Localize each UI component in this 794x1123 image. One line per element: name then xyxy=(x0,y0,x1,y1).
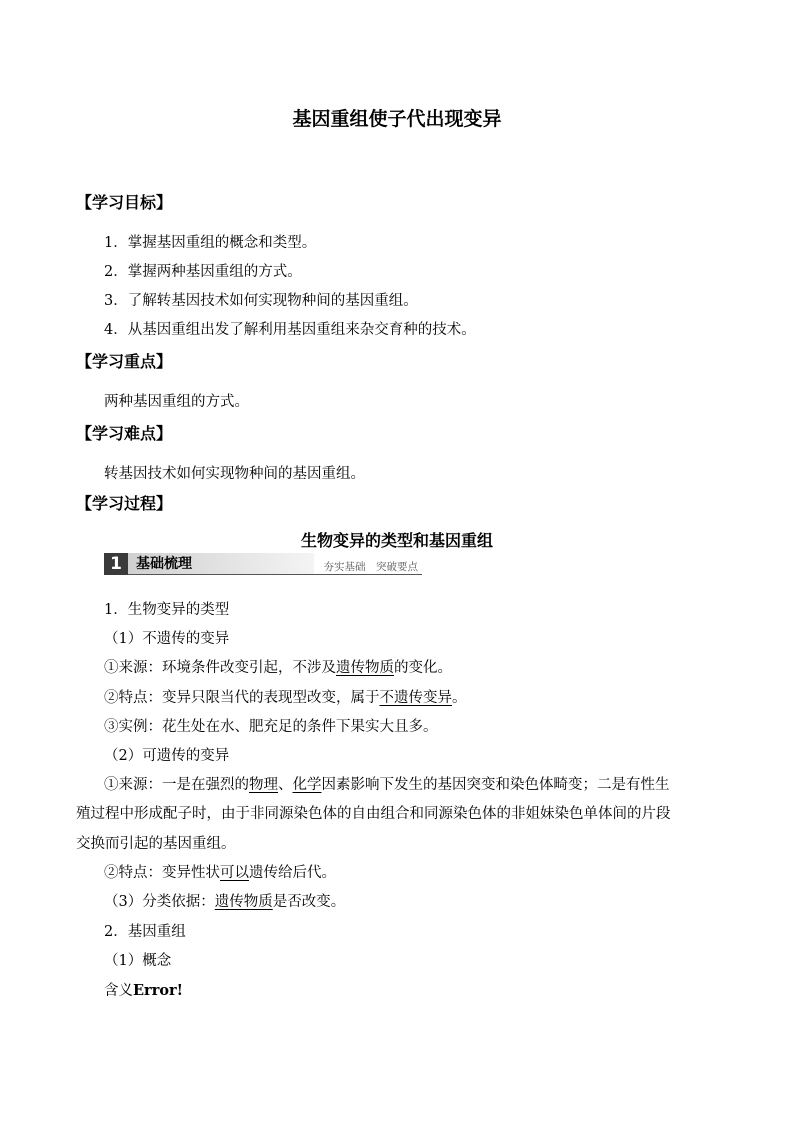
section-badge-number: 1 xyxy=(104,553,128,575)
error-text: Error! xyxy=(133,982,184,999)
body-line-7 xyxy=(104,773,670,794)
body-line-13: （1）概念 xyxy=(104,953,172,969)
underlined-term: 遗传物质 xyxy=(336,660,394,676)
underlined-term: 物理 xyxy=(249,777,278,793)
body-line-14-text: 含义 xyxy=(104,983,133,999)
body-line-7-text: 因素影响下发生的基因突变和染色体畸变；二是有性生 xyxy=(321,777,670,793)
body-line-10-text: ②特点：变异性状 xyxy=(104,865,220,881)
body-line-4 xyxy=(104,686,467,707)
body-line-9: 交换而引起的基因重组。 xyxy=(76,836,236,852)
underlined-term: 化学 xyxy=(292,777,322,793)
underlined-term: 可以 xyxy=(220,865,249,881)
underlined-term: 遗传物质 xyxy=(214,894,273,910)
body-line-4-text: ②特点：变异只限当代的表现型改变，属于 xyxy=(104,690,380,706)
underlined-term: 不遗传变异 xyxy=(379,690,452,706)
goal-item-2: 2．掌握两种基因重组的方式。 xyxy=(104,264,302,280)
body-line-10-text: 遗传给后代。 xyxy=(249,865,336,881)
body-line-5: ③实例：花生处在水、肥充足的条件下果实大且多。 xyxy=(104,719,438,735)
heading-learning-goals: 【学习目标】 xyxy=(76,193,173,212)
body-line-11-text: （3）分类依据： xyxy=(104,894,215,910)
page-title: 基因重组使子代出现变异 xyxy=(292,108,502,130)
goal-item-3: 3．了解转基因技术如何实现物种间的基因重组。 xyxy=(104,293,418,309)
section-badge-bar xyxy=(104,553,422,575)
section-badge-label: 基础梳理 xyxy=(128,553,314,575)
body-line-3-text: ①来源：环境条件改变引起，不涉及 xyxy=(104,660,336,676)
goal-item-1: 1．掌握基因重组的概念和类型。 xyxy=(104,235,317,251)
difficulties-text: 转基因技术如何实现物种间的基因重组。 xyxy=(104,466,365,482)
body-line-1: 1．生物变异的类型 xyxy=(104,602,230,618)
section-badge-subtitle: 夯实基础 突破要点 xyxy=(323,561,418,573)
goal-item-4: 4．从基因重组出发了解利用基因重组来杂交育种的技术。 xyxy=(104,322,476,338)
heading-key-points: 【学习重点】 xyxy=(76,352,173,371)
section-badge-rule xyxy=(128,574,422,575)
heading-learning-process: 【学习过程】 xyxy=(76,494,173,513)
body-line-12: 2．基因重组 xyxy=(104,924,186,940)
section-title: 生物变异的类型和基因重组 xyxy=(300,531,493,550)
body-line-11 xyxy=(104,890,345,911)
body-line-4-text: 。 xyxy=(452,690,467,706)
body-line-2: （1）不遗传的变异 xyxy=(104,631,230,647)
body-line-8: 殖过程中形成配子时，由于非同源染色体的自由组合和同源染色体的非姐妹染色单体间的片段 xyxy=(76,806,671,822)
heading-difficulties: 【学习难点】 xyxy=(76,424,173,443)
body-line-14 xyxy=(104,979,183,1000)
body-line-3-text: 的变化。 xyxy=(394,660,452,676)
body-line-7-text: ①来源：一是在强烈的 xyxy=(104,777,249,793)
body-line-7-text: 、 xyxy=(278,777,293,793)
key-points-text: 两种基因重组的方式。 xyxy=(104,394,249,410)
body-line-11-text: 是否改变。 xyxy=(272,894,346,910)
body-line-3 xyxy=(104,656,452,677)
body-line-6: （2）可遗传的变异 xyxy=(104,748,230,764)
body-line-10 xyxy=(104,861,336,882)
